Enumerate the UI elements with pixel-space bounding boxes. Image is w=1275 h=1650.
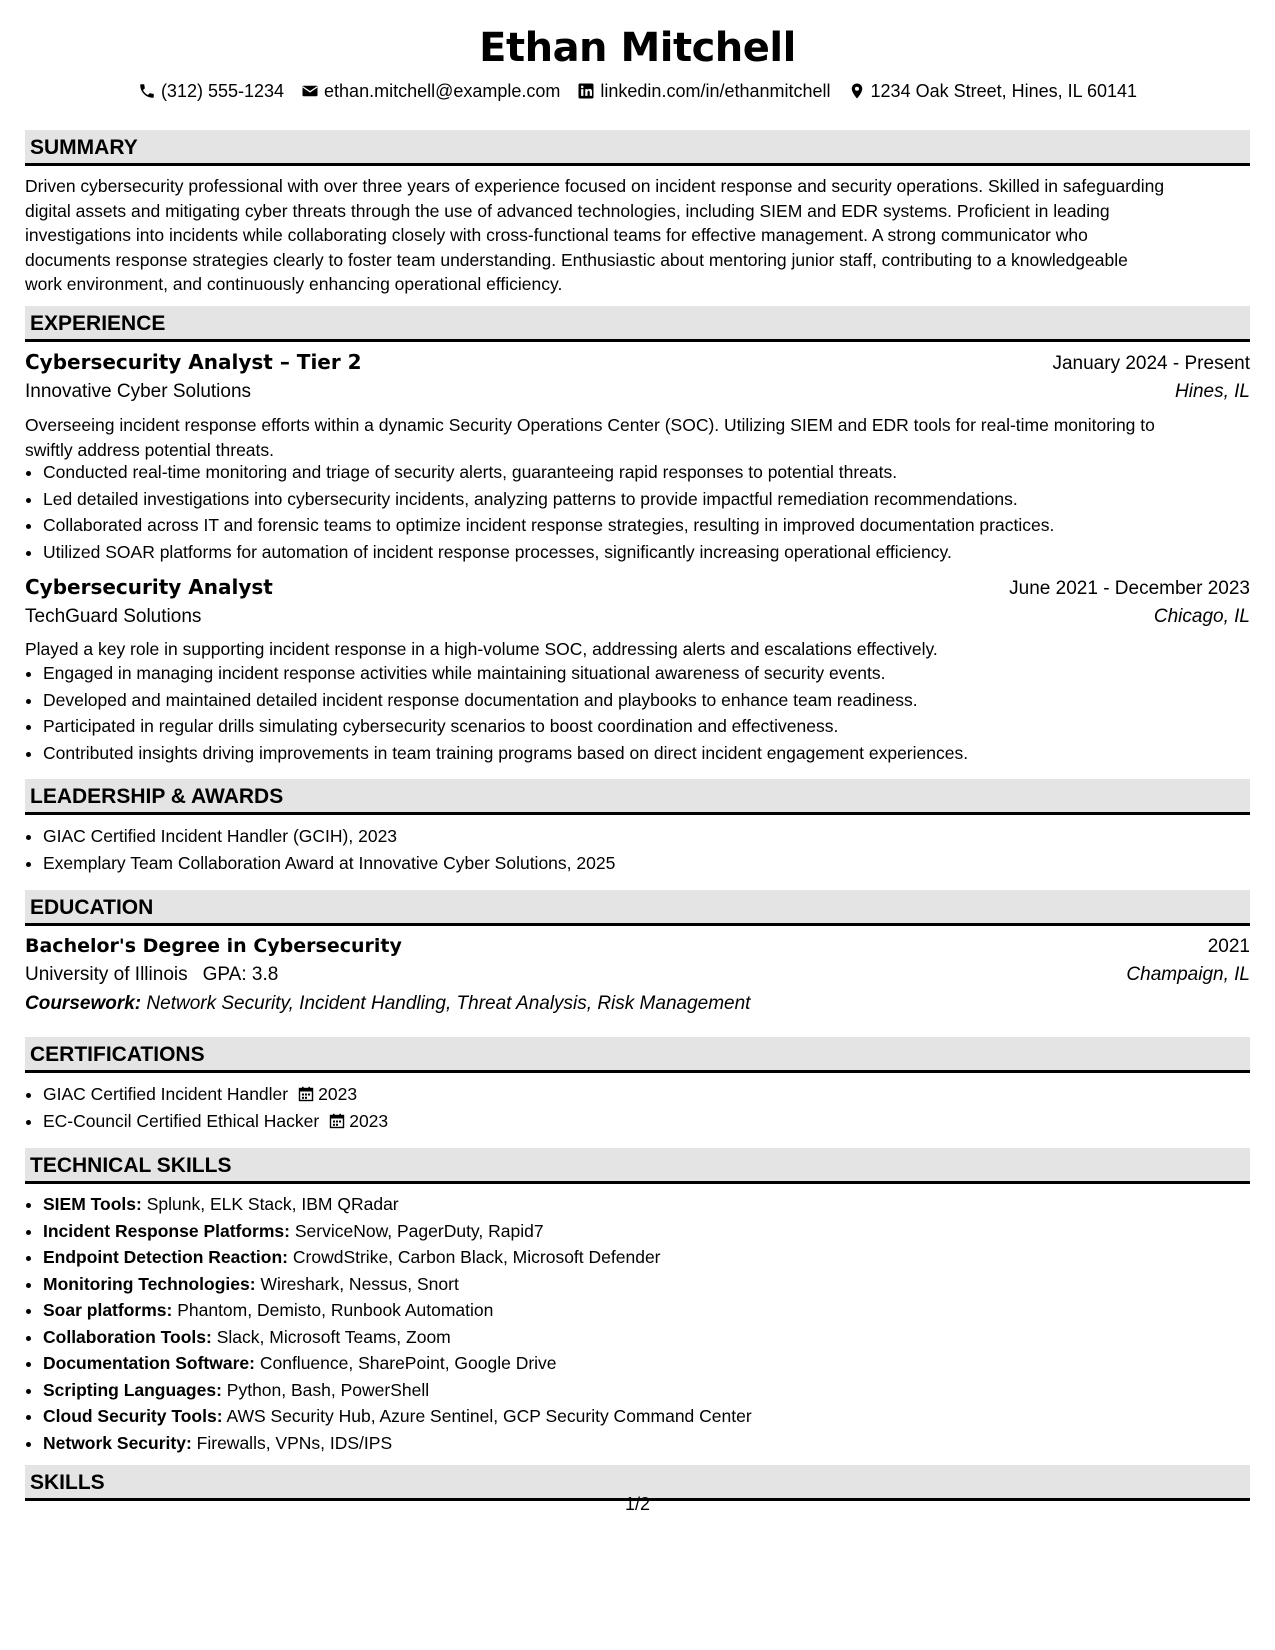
- job-1-bullets: [25, 459, 1250, 565]
- degree-title: Bachelor's Degree in Cybersecurity: [25, 935, 402, 957]
- list-item: [43, 1350, 1250, 1377]
- skill-value: CrowdStrike, Carbon Black, Microsoft Defender: [292, 1247, 661, 1267]
- skill-label: Monitoring Technologies:: [43, 1273, 256, 1294]
- address-text: 1234 Oak Street, Hines, IL 60141: [870, 81, 1138, 101]
- list-item: • Conducted real-time monitoring and triage of security alerts, guaranteeing rapid responses to potential threats.: [43, 459, 1250, 486]
- coursework-label: Coursework:: [25, 993, 142, 1014]
- skill-value: Phantom, Demisto, Runbook Automation: [177, 1300, 494, 1320]
- skill-label: Network Security:: [43, 1432, 192, 1453]
- gpa: GPA: 3.8: [202, 964, 279, 985]
- phone-icon: [138, 82, 156, 100]
- summary-section-header: [25, 130, 1250, 166]
- list-item: [43, 1430, 1250, 1457]
- phone-text: (312) 555-1234: [160, 81, 285, 101]
- summary-heading: SUMMARY: [30, 136, 138, 159]
- certifications-heading: CERTIFICATIONS: [30, 1043, 205, 1066]
- skill-label: SIEM Tools:: [43, 1194, 142, 1214]
- skill-label: Soar platforms:: [43, 1300, 173, 1320]
- job-title: Cybersecurity Analyst: [25, 575, 273, 599]
- job-location: Chicago, IL: [1153, 606, 1250, 627]
- technical-skills-heading: TECHNICAL SKILLS: [30, 1154, 232, 1177]
- company-name: Innovative Cyber Solutions: [25, 381, 252, 402]
- list-item: • Developed and maintained detailed incident response documentation and playbooks to enhance team readiness.: [43, 687, 1250, 714]
- summary-line: investigations into incidents while collaborating closely with cross-functional teams for effective management. A strong communicator who: [25, 225, 1088, 245]
- list-item: [43, 1271, 1250, 1298]
- job-2-company-row: [25, 604, 1250, 630]
- education-heading: EDUCATION: [30, 896, 154, 919]
- experience-heading: EXPERIENCE: [30, 312, 166, 335]
- skill-value: Confluence, SharePoint, Google Drive: [259, 1353, 557, 1373]
- certifications-section-header: [25, 1037, 1250, 1073]
- school-name: University of Illinois: [25, 964, 188, 985]
- linkedin-icon: [577, 82, 595, 100]
- summary-line: Driven cybersecurity professional with over three years of experience focused on incident response and security operations. Skilled in safeguarding: [25, 176, 1165, 196]
- certifications-list: [25, 1081, 1250, 1134]
- certification-name: EC-Council Certified Ethical Hacker: [43, 1110, 320, 1131]
- technical-skills-list: [25, 1191, 1250, 1456]
- skill-label: Collaboration Tools:: [43, 1326, 212, 1347]
- linkedin-link[interactable]: linkedin.com/in/ethanmitchell: [600, 81, 831, 101]
- skill-value: Splunk, ELK Stack, IBM QRadar: [146, 1194, 399, 1214]
- list-item: • Collaborated across IT and forensic teams to optimize incident response strategies, resulting in improved documentation practices.: [43, 512, 1250, 539]
- list-item: • Engaged in managing incident response activities while maintaining situational awareness of security events.: [43, 660, 1250, 687]
- job-1-header: [25, 349, 1250, 377]
- list-item: [43, 1081, 1250, 1108]
- school-row: [25, 962, 1250, 988]
- list-item: [43, 1377, 1250, 1404]
- calendar-icon: [329, 1113, 345, 1129]
- contact-address: [848, 79, 1138, 103]
- company-name: TechGuard Solutions: [25, 606, 202, 627]
- contact-email[interactable]: [301, 79, 560, 103]
- skill-value: Slack, Microsoft Teams, Zoom: [216, 1326, 451, 1347]
- list-item: • Participated in regular drills simulating cybersecurity scenarios to boost coordination and effectiveness.: [43, 713, 1250, 740]
- school-location: Champaign, IL: [1126, 964, 1250, 985]
- list-item: [43, 1191, 1250, 1218]
- list-item: [43, 1324, 1250, 1351]
- list-item: [43, 1403, 1250, 1430]
- map-marker-icon: [848, 82, 866, 100]
- certification-year: 2023: [349, 1110, 389, 1131]
- coursework-row: [25, 991, 1250, 1017]
- job-title: Cybersecurity Analyst – Tier 2: [25, 350, 362, 374]
- list-item: [43, 1108, 1250, 1135]
- description-line: Played a key role in supporting incident response in a high-volume SOC, addressing alerts and escalations effectively.: [25, 639, 938, 659]
- school-info: [25, 962, 278, 988]
- contact-linkedin[interactable]: [577, 79, 830, 103]
- page-number: 1/2: [624, 1494, 651, 1514]
- list-item: [43, 1297, 1250, 1324]
- resume-page: [25, 0, 1250, 1650]
- skill-value: Firewalls, VPNs, IDS/IPS: [196, 1432, 393, 1453]
- contact-bar: [25, 79, 1250, 103]
- skill-label: Documentation Software:: [43, 1353, 255, 1373]
- education-section-header: [25, 890, 1250, 926]
- job-2-bullets: [25, 660, 1250, 766]
- skill-value: AWS Security Hub, Azure Sentinel, GCP Security Command Center: [226, 1406, 752, 1426]
- skills-heading: SKILLS: [30, 1471, 105, 1494]
- skill-value: ServiceNow, PagerDuty, Rapid7: [294, 1220, 544, 1241]
- list-item: • Contributed insights driving improvements in team training programs based on direct incident engagement experiences.: [43, 740, 1250, 767]
- contact-phone: [138, 79, 284, 103]
- degree-row: [25, 933, 1250, 960]
- certification-name: GIAC Certified Incident Handler: [43, 1084, 289, 1104]
- description-line: Overseeing incident response efforts within a dynamic Security Operations Center (SOC). Utilizing SIEM and EDR tools for real-time monitoring to: [25, 415, 1155, 435]
- list-item: • Utilized SOAR platforms for automation of incident response processes, significantly increasing operational efficiency.: [43, 539, 1250, 566]
- job-dates: June 2021 - December 2023: [1009, 578, 1250, 599]
- summary-line: digital assets and mitigating cyber threats through the use of advanced technologies, including SIEM and EDR systems. Proficient in leading: [25, 200, 1110, 221]
- job-1-company-row: [25, 379, 1250, 405]
- description-line: swiftly address potential threats.: [25, 439, 275, 460]
- list-item: [43, 1244, 1250, 1271]
- calendar-icon: [298, 1086, 314, 1102]
- coursework-list: Network Security, Incident Handling, Threat Analysis, Risk Management: [146, 993, 751, 1014]
- envelope-icon: [301, 82, 319, 100]
- leadership-list: [25, 823, 1250, 876]
- job-location: Hines, IL: [1175, 381, 1250, 402]
- leadership-section-header: [25, 779, 1250, 815]
- skill-label: Scripting Languages:: [43, 1379, 222, 1400]
- skill-value: Python, Bash, PowerShell: [226, 1379, 430, 1400]
- leadership-heading: LEADERSHIP & AWARDS: [30, 785, 284, 808]
- skill-value: Wireshark, Nessus, Snort: [260, 1273, 459, 1294]
- summary-text: [25, 174, 1250, 297]
- coursework: [25, 991, 750, 1017]
- experience-section-header: [25, 306, 1250, 342]
- graduation-year: 2021: [1207, 936, 1250, 957]
- list-item: • Exemplary Team Collaboration Award at Innovative Cyber Solutions, 2025: [43, 850, 1250, 877]
- certification-year: 2023: [318, 1084, 358, 1104]
- job-1-description: [25, 413, 1250, 462]
- summary-line: documents response strategies clearly to foster team understanding. Enthusiastic about mentoring junior staff, contributing to a knowledgeable: [25, 249, 1128, 270]
- skill-label: Endpoint Detection Reaction:: [43, 1247, 288, 1267]
- technical-skills-section-header: [25, 1148, 1250, 1184]
- skill-label: Incident Response Platforms:: [43, 1220, 290, 1241]
- summary-line: work environment, and continuously enhancing operational efficiency.: [25, 274, 563, 294]
- list-item: • Led detailed investigations into cybersecurity incidents, analyzing patterns to provide impactful remediation recommendations.: [43, 486, 1250, 513]
- job-dates: January 2024 - Present: [1052, 353, 1250, 374]
- email-link[interactable]: ethan.mitchell@example.com: [324, 81, 561, 101]
- job-2-header: [25, 574, 1250, 602]
- candidate-name: Ethan Mitchell: [479, 25, 796, 71]
- list-item: • GIAC Certified Incident Handler (GCIH), 2023: [43, 823, 1250, 850]
- job-2-description: [25, 637, 1250, 662]
- skill-label: Cloud Security Tools:: [43, 1406, 223, 1426]
- list-item: [43, 1218, 1250, 1245]
